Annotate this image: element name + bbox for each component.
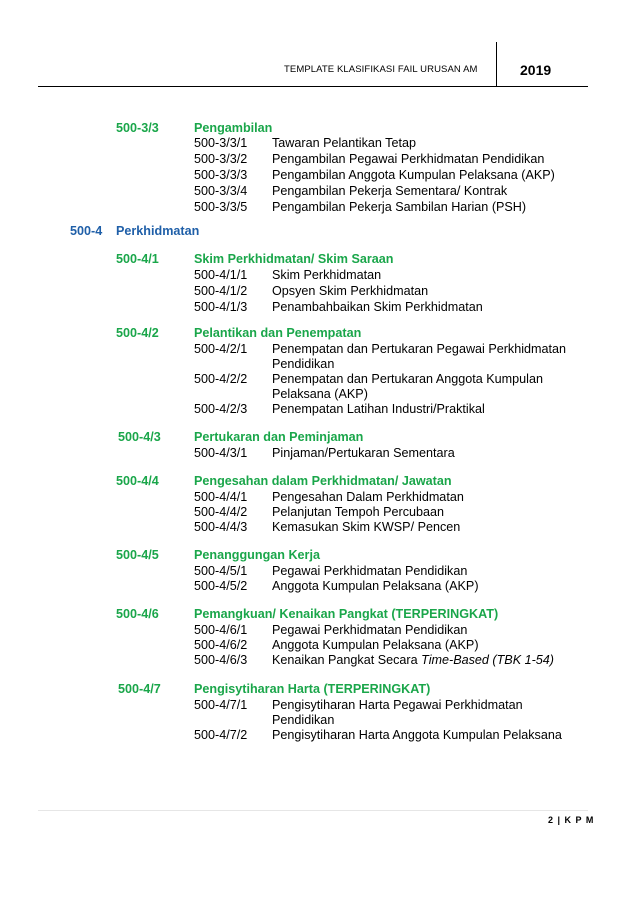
section-code: 500-4/7 (118, 682, 161, 696)
section-title: Pengisytiharan Harta (TERPERINGKAT) (194, 682, 431, 696)
item-code: 500-4/2/2 (194, 372, 248, 386)
item-code: 500-3/3/2 (194, 152, 248, 166)
section-title: Pertukaran dan Peminjaman (194, 430, 364, 444)
item-text: Pengisytiharan Harta Anggota Kumpulan Pelaksana (272, 728, 562, 742)
item-text: Pengambilan Pekerja Sementara/ Kontrak (272, 184, 508, 198)
main-section-title: Perkhidmatan (116, 224, 200, 238)
item-code: 500-3/3/1 (194, 136, 248, 150)
item-text: Tawaran Pelantikan Tetap (272, 136, 416, 150)
item-code: 500-3/3/3 (194, 168, 248, 182)
item-code: 500-3/3/4 (194, 184, 248, 198)
item-code: 500-4/2/1 (194, 342, 248, 356)
item-code: 500-4/6/1 (194, 623, 248, 637)
item-text-italic: Time-Based (TBK 1-54) (421, 653, 555, 667)
section-code: 500-4/3 (118, 430, 161, 444)
item-code: 500-4/5/2 (194, 579, 248, 593)
item-text (272, 653, 554, 668)
item-text: Kemasukan Skim KWSP/ Pencen (272, 520, 461, 534)
header-year: 2019 (520, 62, 552, 78)
item-text-continued: Pendidikan (272, 357, 335, 371)
item-text: Pegawai Perkhidmatan Pendidikan (272, 623, 468, 637)
item-code: 500-4/3/1 (194, 446, 248, 460)
item-text-continued: Pendidikan (272, 713, 335, 727)
item-text: Penempatan dan Pertukaran Anggota Kumpulan (272, 372, 543, 386)
section-title: Pengambilan (194, 121, 273, 135)
item-text: Penempatan dan Pertukaran Pegawai Perkhidmatan (272, 342, 567, 356)
item-text: Pegawai Perkhidmatan Pendidikan (272, 564, 468, 578)
item-code: 500-4/6/2 (194, 638, 248, 652)
item-code: 500-4/6/3 (194, 653, 248, 667)
item-text: Opsyen Skim Perkhidmatan (272, 284, 429, 298)
item-text: Pengambilan Pekerja Sambilan Harian (PSH) (272, 200, 527, 214)
item-code: 500-4/1/1 (194, 268, 248, 282)
item-code: 500-4/7/1 (194, 698, 248, 712)
item-code: 500-4/7/2 (194, 728, 248, 742)
section-code: 500-4/4 (116, 474, 159, 488)
item-text: Skim Perkhidmatan (272, 268, 382, 282)
header-title: TEMPLATE KLASIFIKASI FAIL URUSAN AM (284, 64, 478, 75)
section-code: 500-4/5 (116, 548, 159, 562)
section-title: Pengesahan dalam Perkhidmatan/ Jawatan (194, 474, 452, 488)
item-text: Pinjaman/Pertukaran Sementara (272, 446, 455, 460)
section-title: Penanggungan Kerja (194, 548, 320, 562)
header-rule (38, 86, 588, 87)
item-text: Pelanjutan Tempoh Percubaan (272, 505, 445, 519)
item-code: 500-4/1/3 (194, 300, 248, 314)
section-title: Pelantikan dan Penempatan (194, 326, 362, 340)
section-code: 500-4/2 (116, 326, 159, 340)
header-divider (496, 42, 497, 86)
footer-rule (38, 810, 588, 811)
item-code: 500-4/5/1 (194, 564, 248, 578)
section-title: Skim Perkhidmatan/ Skim Saraan (194, 252, 394, 266)
item-text: Penambahbaikan Skim Perkhidmatan (272, 300, 483, 314)
item-text: Anggota Kumpulan Pelaksana (AKP) (272, 638, 479, 652)
item-code: 500-4/2/3 (194, 402, 248, 416)
section-code: 500-3/3 (116, 121, 159, 135)
item-text: Pengambilan Pegawai Perkhidmatan Pendidikan (272, 152, 545, 166)
item-text: Pengesahan Dalam Perkhidmatan (272, 490, 464, 504)
item-text: Pengambilan Anggota Kumpulan Pelaksana (AKP) (272, 168, 555, 182)
item-code: 500-4/4/2 (194, 505, 248, 519)
item-text: Penempatan Latihan Industri/Praktikal (272, 402, 485, 416)
item-text: Anggota Kumpulan Pelaksana (AKP) (272, 579, 479, 593)
item-code: 500-3/3/5 (194, 200, 248, 214)
item-code: 500-4/4/1 (194, 490, 248, 504)
item-code: 500-4/4/3 (194, 520, 248, 534)
main-section-code: 500-4 (70, 224, 103, 238)
item-text: Pengisytiharan Harta Pegawai Perkhidmatan (272, 698, 523, 712)
section-code: 500-4/6 (116, 607, 159, 621)
item-text-plain: Kenaikan Pangkat Secara (272, 653, 422, 667)
page-number: 2 | K P M (548, 815, 595, 825)
item-text-continued: Pelaksana (AKP) (272, 387, 368, 401)
section-code: 500-4/1 (116, 252, 159, 266)
item-code: 500-4/1/2 (194, 284, 248, 298)
section-title: Pemangkuan/ Kenaikan Pangkat (TERPERINGKAT) (194, 607, 499, 621)
